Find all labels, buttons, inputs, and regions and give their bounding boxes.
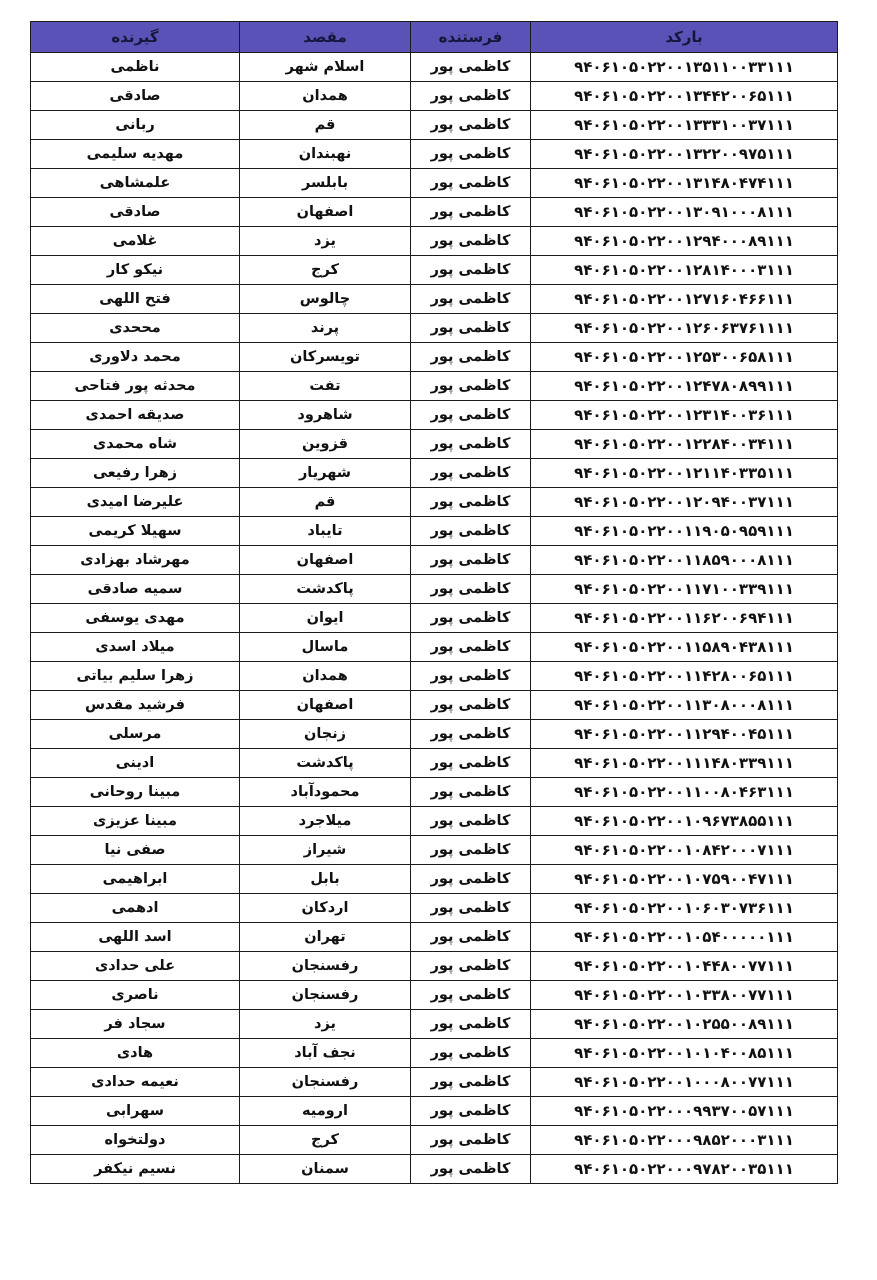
destination-cell: نهبندان <box>240 140 411 169</box>
sender-cell: کاظمی پور <box>411 604 531 633</box>
destination-cell: پاکدشت <box>240 575 411 604</box>
barcode-cell: ۹۴۰۶۱۰۵۰۲۲۰۰۱۰۴۴۸۰۰۷۷۱۱۱ <box>531 952 838 981</box>
receiver-cell: دولتخواه <box>31 1126 240 1155</box>
table-row <box>31 1155 838 1184</box>
table-row <box>31 662 838 691</box>
barcode-cell: ۹۴۰۶۱۰۵۰۲۲۰۰۱۲۳۱۴۰۰۳۶۱۱۱ <box>531 401 838 430</box>
table-row <box>31 1068 838 1097</box>
destination-cell: تایباد <box>240 517 411 546</box>
barcode-cell: ۹۴۰۶۱۰۵۰۲۲۰۰۱۱۲۹۴۰۰۴۵۱۱۱ <box>531 720 838 749</box>
receiver-cell: صادقی <box>31 198 240 227</box>
destination-cell: تهران <box>240 923 411 952</box>
receiver-cell: میلاد اسدی <box>31 633 240 662</box>
table-row <box>31 1010 838 1039</box>
sender-cell: کاظمی پور <box>411 546 531 575</box>
destination-cell: اصفهان <box>240 198 411 227</box>
sender-cell: کاظمی پور <box>411 691 531 720</box>
barcode-cell: ۹۴۰۶۱۰۵۰۲۲۰۰۱۳۳۳۱۰۰۳۷۱۱۱ <box>531 111 838 140</box>
receiver-cell: مهدی یوسفی <box>31 604 240 633</box>
table-body <box>31 53 838 1184</box>
barcode-cell: ۹۴۰۶۱۰۵۰۲۲۰۰۱۱۹۰۵۰۹۵۹۱۱۱ <box>531 517 838 546</box>
sender-cell: کاظمی پور <box>411 1039 531 1068</box>
receiver-cell: غلامی <box>31 227 240 256</box>
barcode-cell: ۹۴۰۶۱۰۵۰۲۲۰۰۱۱۸۵۹۰۰۰۸۱۱۱ <box>531 546 838 575</box>
receiver-cell: ربانی <box>31 111 240 140</box>
sender-cell: کاظمی پور <box>411 169 531 198</box>
receiver-cell: محدثه پور فتاحی <box>31 372 240 401</box>
barcode-cell: ۹۴۰۶۱۰۵۰۲۲۰۰۱۱۰۰۸۰۴۶۳۱۱۱ <box>531 778 838 807</box>
table-row <box>31 865 838 894</box>
table-row <box>31 372 838 401</box>
destination-cell: تفت <box>240 372 411 401</box>
table-row <box>31 807 838 836</box>
barcode-cell: ۹۴۰۶۱۰۵۰۲۲۰۰۱۲۰۹۴۰۰۳۷۱۱۱ <box>531 488 838 517</box>
destination-cell: همدان <box>240 82 411 111</box>
destination-cell: سمنان <box>240 1155 411 1184</box>
destination-cell: بابل <box>240 865 411 894</box>
sender-cell: کاظمی پور <box>411 53 531 82</box>
table-row <box>31 1097 838 1126</box>
barcode-cell: ۹۴۰۶۱۰۵۰۲۲۰۰۱۳۰۹۱۰۰۰۸۱۱۱ <box>531 198 838 227</box>
barcode-cell: ۹۴۰۶۱۰۵۰۲۲۰۰۱۱۴۲۸۰۰۶۵۱۱۱ <box>531 662 838 691</box>
barcode-cell: ۹۴۰۶۱۰۵۰۲۲۰۰۱۳۱۴۸۰۴۷۴۱۱۱ <box>531 169 838 198</box>
table-row <box>31 256 838 285</box>
table-header <box>31 22 838 53</box>
receiver-cell: سهرابی <box>31 1097 240 1126</box>
receiver-cell: فتح اللهی <box>31 285 240 314</box>
sender-cell: کاظمی پور <box>411 923 531 952</box>
destination-cell: پرند <box>240 314 411 343</box>
header-barcode: بارکد <box>531 22 838 53</box>
receiver-cell: سمیه صادقی <box>31 575 240 604</box>
header-row <box>31 22 838 53</box>
barcode-cell: ۹۴۰۶۱۰۵۰۲۲۰۰۱۲۵۳۰۰۶۵۸۱۱۱ <box>531 343 838 372</box>
table-row <box>31 169 838 198</box>
receiver-cell: مبینا عزیزی <box>31 807 240 836</box>
table-row <box>31 546 838 575</box>
sender-cell: کاظمی پور <box>411 488 531 517</box>
receiver-cell: مبینا روحانی <box>31 778 240 807</box>
sender-cell: کاظمی پور <box>411 111 531 140</box>
destination-cell: پاکدشت <box>240 749 411 778</box>
destination-cell: اصفهان <box>240 546 411 575</box>
barcode-cell: ۹۴۰۶۱۰۵۰۲۲۰۰۱۱۵۸۹۰۴۳۸۱۱۱ <box>531 633 838 662</box>
receiver-cell: شاه محمدی <box>31 430 240 459</box>
destination-cell: بابلسر <box>240 169 411 198</box>
barcode-cell: ۹۴۰۶۱۰۵۰۲۲۰۰۱۰۲۵۵۰۰۸۹۱۱۱ <box>531 1010 838 1039</box>
barcode-cell: ۹۴۰۶۱۰۵۰۲۲۰۰۱۰۵۴۰۰۰۰۰۱۱۱ <box>531 923 838 952</box>
table-row <box>31 952 838 981</box>
sender-cell: کاظمی پور <box>411 720 531 749</box>
table-row <box>31 575 838 604</box>
sender-cell: کاظمی پور <box>411 865 531 894</box>
receiver-cell: ادینی <box>31 749 240 778</box>
table-row <box>31 488 838 517</box>
table-row <box>31 82 838 111</box>
shipment-table <box>30 21 838 1184</box>
sender-cell: کاظمی پور <box>411 662 531 691</box>
table-row <box>31 923 838 952</box>
receiver-cell: ادهمی <box>31 894 240 923</box>
barcode-cell: ۹۴۰۶۱۰۵۰۲۲۰۰۱۰۰۰۸۰۰۷۷۱۱۱ <box>531 1068 838 1097</box>
destination-cell: شیراز <box>240 836 411 865</box>
sender-cell: کاظمی پور <box>411 1068 531 1097</box>
sender-cell: کاظمی پور <box>411 140 531 169</box>
table-row <box>31 1039 838 1068</box>
destination-cell: یزد <box>240 1010 411 1039</box>
receiver-cell: علیرضا امیدی <box>31 488 240 517</box>
table-row <box>31 314 838 343</box>
sender-cell: کاظمی پور <box>411 256 531 285</box>
table-row <box>31 140 838 169</box>
receiver-cell: سهیلا کریمی <box>31 517 240 546</box>
table-row <box>31 517 838 546</box>
barcode-cell: ۹۴۰۶۱۰۵۰۲۲۰۰۱۰۷۵۹۰۰۴۷۱۱۱ <box>531 865 838 894</box>
table-row <box>31 604 838 633</box>
barcode-cell: ۹۴۰۶۱۰۵۰۲۲۰۰۱۰۸۴۲۰۰۰۷۱۱۱ <box>531 836 838 865</box>
sender-cell: کاظمی پور <box>411 198 531 227</box>
sender-cell: کاظمی پور <box>411 778 531 807</box>
table-row <box>31 720 838 749</box>
barcode-cell: ۹۴۰۶۱۰۵۰۲۲۰۰۱۱۳۰۸۰۰۰۸۱۱۱ <box>531 691 838 720</box>
destination-cell: ماسال <box>240 633 411 662</box>
destination-cell: زنجان <box>240 720 411 749</box>
receiver-cell: محمد دلاوری <box>31 343 240 372</box>
destination-cell: کرج <box>240 256 411 285</box>
sender-cell: کاظمی پور <box>411 517 531 546</box>
table-row <box>31 53 838 82</box>
sender-cell: کاظمی پور <box>411 227 531 256</box>
barcode-cell: ۹۴۰۶۱۰۵۰۲۲۰۰۱۲۱۱۴۰۳۳۵۱۱۱ <box>531 459 838 488</box>
destination-cell: شاهرود <box>240 401 411 430</box>
destination-cell: چالوس <box>240 285 411 314</box>
sender-cell: کاظمی پور <box>411 894 531 923</box>
sender-cell: کاظمی پور <box>411 314 531 343</box>
barcode-cell: ۹۴۰۶۱۰۵۰۲۲۰۰۱۲۴۷۸۰۸۹۹۱۱۱ <box>531 372 838 401</box>
barcode-cell: ۹۴۰۶۱۰۵۰۲۲۰۰۱۳۴۴۲۰۰۶۵۱۱۱ <box>531 82 838 111</box>
table-row <box>31 1126 838 1155</box>
destination-cell: یزد <box>240 227 411 256</box>
barcode-cell: ۹۴۰۶۱۰۵۰۲۲۰۰۱۱۱۴۸۰۳۳۹۱۱۱ <box>531 749 838 778</box>
table-row <box>31 749 838 778</box>
table-row <box>31 285 838 314</box>
header-receiver: گیرنده <box>31 22 240 53</box>
destination-cell: رفسنجان <box>240 981 411 1010</box>
destination-cell: قم <box>240 488 411 517</box>
destination-cell: اردکان <box>240 894 411 923</box>
barcode-cell: ۹۴۰۶۱۰۵۰۲۲۰۰۰۹۷۸۲۰۰۳۵۱۱۱ <box>531 1155 838 1184</box>
table-row <box>31 227 838 256</box>
table-row <box>31 459 838 488</box>
barcode-cell: ۹۴۰۶۱۰۵۰۲۲۰۰۱۰۱۰۴۰۰۸۵۱۱۱ <box>531 1039 838 1068</box>
receiver-cell: زهرا رفیعی <box>31 459 240 488</box>
sender-cell: کاظمی پور <box>411 633 531 662</box>
receiver-cell: نسیم نیکفر <box>31 1155 240 1184</box>
receiver-cell: صدیقه احمدی <box>31 401 240 430</box>
receiver-cell: صفی نیا <box>31 836 240 865</box>
table-row <box>31 343 838 372</box>
sender-cell: کاظمی پور <box>411 836 531 865</box>
barcode-cell: ۹۴۰۶۱۰۵۰۲۲۰۰۱۰۳۳۸۰۰۷۷۱۱۱ <box>531 981 838 1010</box>
receiver-cell: علمشاهی <box>31 169 240 198</box>
destination-cell: محمودآباد <box>240 778 411 807</box>
destination-cell: اصفهان <box>240 691 411 720</box>
table-row <box>31 778 838 807</box>
sender-cell: کاظمی پور <box>411 430 531 459</box>
receiver-cell: ناظمی <box>31 53 240 82</box>
destination-cell: کرج <box>240 1126 411 1155</box>
barcode-cell: ۹۴۰۶۱۰۵۰۲۲۰۰۱۳۵۱۱۰۰۳۳۱۱۱ <box>531 53 838 82</box>
destination-cell: ارومیه <box>240 1097 411 1126</box>
receiver-cell: سجاد فر <box>31 1010 240 1039</box>
sender-cell: کاظمی پور <box>411 749 531 778</box>
sender-cell: کاظمی پور <box>411 575 531 604</box>
barcode-cell: ۹۴۰۶۱۰۵۰۲۲۰۰۱۲۷۱۶۰۴۶۶۱۱۱ <box>531 285 838 314</box>
barcode-cell: ۹۴۰۶۱۰۵۰۲۲۰۰۱۲۲۸۴۰۰۳۴۱۱۱ <box>531 430 838 459</box>
destination-cell: ایوان <box>240 604 411 633</box>
header-sender: فرستنده <box>411 22 531 53</box>
destination-cell: شهریار <box>240 459 411 488</box>
sender-cell: کاظمی پور <box>411 82 531 111</box>
receiver-cell: هادی <box>31 1039 240 1068</box>
sender-cell: کاظمی پور <box>411 343 531 372</box>
barcode-cell: ۹۴۰۶۱۰۵۰۲۲۰۰۱۲۶۰۶۳۷۶۱۱۱۱ <box>531 314 838 343</box>
receiver-cell: نعیمه حدادی <box>31 1068 240 1097</box>
header-destination: مقصد <box>240 22 411 53</box>
sender-cell: کاظمی پور <box>411 285 531 314</box>
sender-cell: کاظمی پور <box>411 1155 531 1184</box>
table-row <box>31 894 838 923</box>
destination-cell: رفسنجان <box>240 1068 411 1097</box>
barcode-cell: ۹۴۰۶۱۰۵۰۲۲۰۰۱۰۹۶۷۳۸۵۵۱۱۱ <box>531 807 838 836</box>
sender-cell: کاظمی پور <box>411 952 531 981</box>
barcode-cell: ۹۴۰۶۱۰۵۰۲۲۰۰۱۰۶۰۳۰۷۳۶۱۱۱ <box>531 894 838 923</box>
table-row <box>31 633 838 662</box>
sender-cell: کاظمی پور <box>411 981 531 1010</box>
receiver-cell: مرسلی <box>31 720 240 749</box>
sender-cell: کاظمی پور <box>411 807 531 836</box>
table-row <box>31 111 838 140</box>
sender-cell: کاظمی پور <box>411 1126 531 1155</box>
table-row <box>31 430 838 459</box>
sender-cell: کاظمی پور <box>411 401 531 430</box>
receiver-cell: ابراهیمی <box>31 865 240 894</box>
destination-cell: تویسرکان <box>240 343 411 372</box>
barcode-cell: ۹۴۰۶۱۰۵۰۲۲۰۰۱۳۲۲۰۰۹۷۵۱۱۱ <box>531 140 838 169</box>
receiver-cell: فرشید مقدس <box>31 691 240 720</box>
receiver-cell: نیکو کار <box>31 256 240 285</box>
table-row <box>31 981 838 1010</box>
barcode-cell: ۹۴۰۶۱۰۵۰۲۲۰۰۱۱۷۱۰۰۳۳۹۱۱۱ <box>531 575 838 604</box>
receiver-cell: مهرشاد بهزادی <box>31 546 240 575</box>
table-row <box>31 401 838 430</box>
barcode-cell: ۹۴۰۶۱۰۵۰۲۲۰۰۱۲۹۴۰۰۰۸۹۱۱۱ <box>531 227 838 256</box>
receiver-cell: اسد اللهی <box>31 923 240 952</box>
barcode-cell: ۹۴۰۶۱۰۵۰۲۲۰۰۰۹۸۵۲۰۰۰۳۱۱۱ <box>531 1126 838 1155</box>
destination-cell: میلاجرد <box>240 807 411 836</box>
receiver-cell: مححدی <box>31 314 240 343</box>
destination-cell: همدان <box>240 662 411 691</box>
destination-cell: قزوین <box>240 430 411 459</box>
table-row <box>31 836 838 865</box>
receiver-cell: مهدیه سلیمی <box>31 140 240 169</box>
destination-cell: رفسنجان <box>240 952 411 981</box>
receiver-cell: صادقی <box>31 82 240 111</box>
table-row <box>31 691 838 720</box>
barcode-cell: ۹۴۰۶۱۰۵۰۲۲۰۰۰۹۹۳۷۰۰۵۷۱۱۱ <box>531 1097 838 1126</box>
sender-cell: کاظمی پور <box>411 1097 531 1126</box>
sender-cell: کاظمی پور <box>411 459 531 488</box>
receiver-cell: علی حدادی <box>31 952 240 981</box>
table-row <box>31 198 838 227</box>
destination-cell: نجف آباد <box>240 1039 411 1068</box>
barcode-cell: ۹۴۰۶۱۰۵۰۲۲۰۰۱۲۸۱۴۰۰۰۳۱۱۱ <box>531 256 838 285</box>
barcode-cell: ۹۴۰۶۱۰۵۰۲۲۰۰۱۱۶۲۰۰۶۹۴۱۱۱ <box>531 604 838 633</box>
destination-cell: اسلام شهر <box>240 53 411 82</box>
sender-cell: کاظمی پور <box>411 1010 531 1039</box>
destination-cell: قم <box>240 111 411 140</box>
sender-cell: کاظمی پور <box>411 372 531 401</box>
receiver-cell: زهرا سلیم بیاتی <box>31 662 240 691</box>
receiver-cell: ناصری <box>31 981 240 1010</box>
